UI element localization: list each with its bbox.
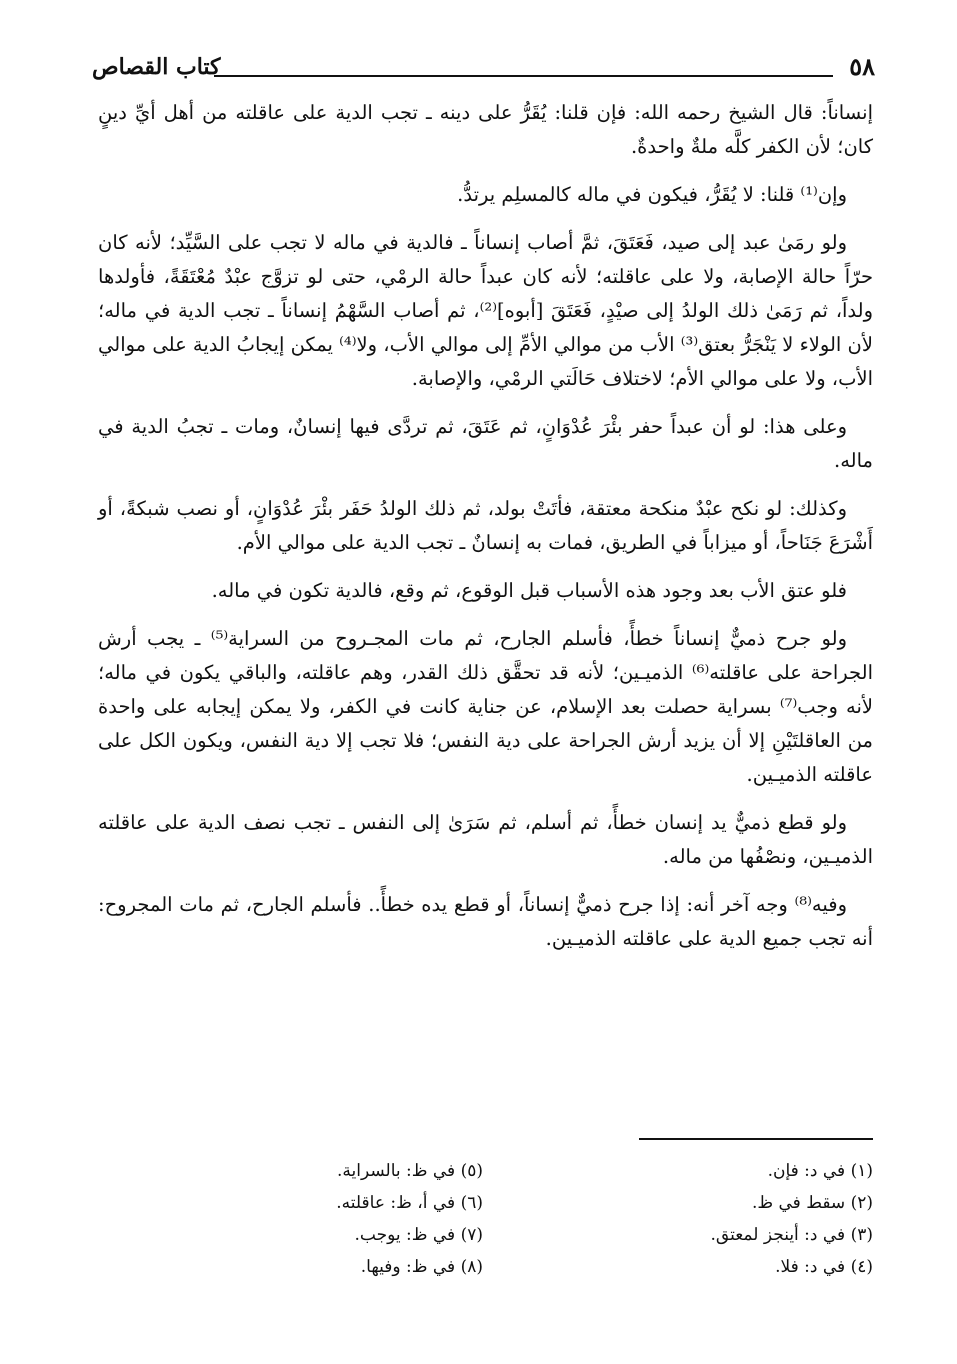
footnotes: [260, 1155, 873, 1325]
footnotes-right-column: [573, 1155, 873, 1283]
footnote-separator: [639, 1138, 873, 1140]
header-rule: [214, 75, 833, 77]
footnote: (٧) في ظ: يوجب.: [354, 1225, 483, 1245]
page-header: [92, 48, 875, 88]
page-number: ٥٨: [849, 52, 875, 81]
footnote: (٨) في ظ: وفيها.: [360, 1257, 483, 1277]
footnote: (٦) في أ، ظ: عاقلته.: [336, 1193, 483, 1213]
paragraph: وفيه⁽⁸⁾ وجه آخر أنه: إذا جرح ذميٌّ إنساناً، أو قطع يده خطأً.. فأسلم الجارح، ثم مات المجروح: أنه تجب جميع الدية على عاقلته الذميـين.: [98, 893, 873, 950]
footnote: (٢) سقط في ظ.: [751, 1193, 873, 1213]
paragraph: فلو عتق الأب بعد وجود هذه الأسباب قبل الوقوع، ثم وقع، فالدية تكون في ماله.: [211, 579, 847, 602]
paragraph: ولو قطع ذميٌّ يد إنسان خطأً، ثم أسلم، ثم سَرَىٰ إلى النفس ـ تجب نصف الدية على عاقلته الذميـين، ونصْفُها من ماله.: [98, 811, 873, 868]
paragraph: ولو جرح ذميٌّ إنساناً خطأً، فأسلم الجارح، ثم مات المجـروح من السراية⁽⁵⁾ ـ يجب أرش الجراحة على عاقلته⁽⁶⁾ الذميـين؛ لأنه قد تحقَّق ذلك القدر، وهم عاقلته، والباقي يكون في ماله؛ لأنه وجب⁽⁷⁾ بسراية حصلت بعد الإسلام، عن جناية كانت في الكفر، ولا يمكن إيجابه على واحدة من العاقلتَيْنِ إلا أن يزيد أرش الجراحة على دية النفس؛ فلا تجب إلا دية النفس، ويكون الكل على عاقلته الذميـين.: [98, 627, 874, 786]
paragraph: وإن⁽¹⁾ قلنا: لا يُقَرُّ، فيكون في ماله كالمسلِم يرتدُّ.: [457, 183, 847, 206]
footnote: (٥) في ظ: بالسراية.: [337, 1161, 483, 1181]
paragraph: ولو رمَىٰ عبد إلى صيد، فَعَتَقَ، ثمَّ أصاب إنساناً ـ فالدية في ماله لا تجب على السَّيِّد؛ لأنه كان حرّاً حالة الإصابة، ولا على عاقلته؛ لأنه كان عبداً حالة الرمْي، حتى لو تزوَّج عبْدٌ مُعْتَقَةً، فأولدها ولداً، ثم رَمَىٰ ذلك الولدُ إلى صيْدٍ، فَعَتَقَ [أبوه]⁽²⁾، ثم أصاب السَّهْمُ إنساناً ـ تجب الدية في ماله؛ لأن الولاء لا يَنْجَرُّ بعتق⁽³⁾ الأب من موالي الأمِّ إلى موالي الأب، ولا⁽⁴⁾ يمكن إيجابُ الدية على موالي الأب، ولا على موالي الأم؛ لاختلاف حَالَتي الرمْي، والإصابة.: [98, 231, 874, 390]
paragraph: وعلى هذا: لو أن عبداً حفر بئْرَ عُدْوَانٍ، ثم عَتَقَ، ثم تردَّى فيها إنسانٌ، ومات ـ تجبُ الدية في ماله.: [98, 415, 873, 472]
footnote: (٤) في د: فلا.: [775, 1257, 873, 1277]
book-title: كتاب القصاص: [92, 54, 221, 80]
footnotes-left-column: [183, 1155, 483, 1283]
footnote: (١) في د: فإن.: [767, 1161, 873, 1181]
footnote: (٣) في د: أينجز لمعتق.: [710, 1225, 873, 1245]
main-text: [98, 96, 873, 970]
paragraph: إنساناً: قال الشيخ رحمه الله: فإن قلنا: يُقَرُّ على دينه ـ تجب الدية على عاقلته من أهل أيِّ دينٍ كان؛ لأن الكفر كلَّه ملةٌ واحدةٌ.: [98, 101, 873, 158]
paragraph: وكذلك: لو نكح عبْدٌ منكحة معتقة، فأتَتْ بولد، ثم ذلك الولدُ حَفَر بئْرَ عُدْوَانٍ، أو نصب شبكةً، أو أَشْرَعَ جَنَاحاً، أو ميزاباً في الطريق، فمات به إنسانٌ ـ تجب الدية على موالي الأم.: [98, 497, 873, 554]
